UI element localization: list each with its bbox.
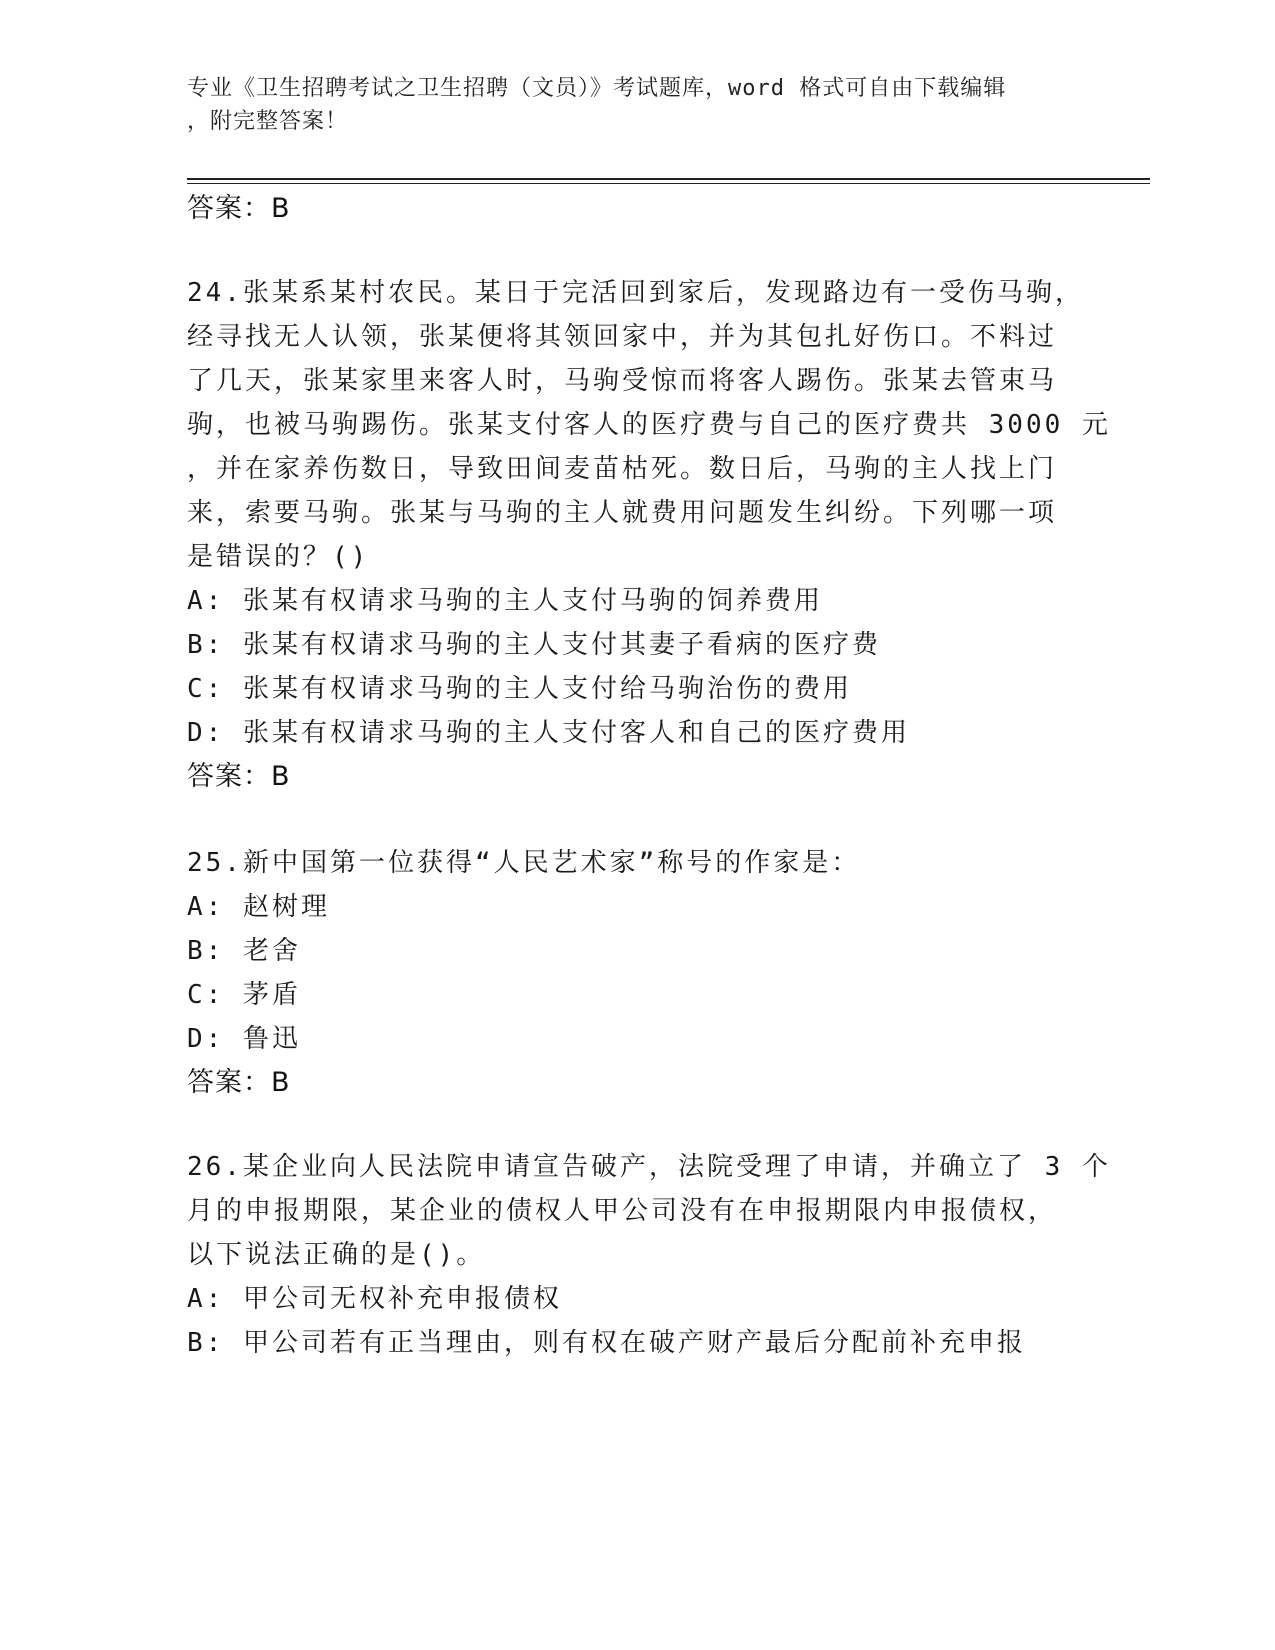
- question-25-text-line: 25.新中国第一位获得“人民艺术家”称号的作家是：: [187, 848, 861, 878]
- question-25-option-d: D: 鲁迅: [187, 1024, 301, 1054]
- question-26-option-b: B: 甲公司若有正当理由，则有权在破产财产最后分配前补充申报: [187, 1328, 1026, 1358]
- question-25-answer: 答案：B: [187, 1067, 291, 1098]
- question-24-text-line: 24.张某系某村农民。某日于完活回到家后，发现路边有一受伤马驹，: [187, 278, 1084, 308]
- question-24-text-line: 是错误的？(): [187, 542, 370, 572]
- question-24-option-c: C: 张某有权请求马驹的主人支付给马驹治伤的费用: [187, 674, 852, 704]
- header-line-2: ，附完整答案！: [187, 109, 349, 134]
- page-header: [187, 72, 1087, 138]
- question-24-answer: 答案：B: [187, 761, 291, 792]
- question-24-text-line: 驹，也被马驹踢伤。张某支付客人的医疗费与自己的医疗费共 3000 元: [187, 410, 1111, 440]
- question-26-option-a: A: 甲公司无权补充申报债权: [187, 1284, 562, 1314]
- header-divider-thin: [187, 183, 1150, 184]
- question-25-option-a: A: 赵树理: [187, 892, 330, 922]
- question-25-option-c: C: 茅盾: [187, 980, 301, 1010]
- question-26-text-line: 月的申报期限，某企业的债权人甲公司没有在申报期限内申报债权，: [187, 1196, 1058, 1226]
- question-24-option-b: B: 张某有权请求马驹的主人支付其妻子看病的医疗费: [187, 630, 881, 660]
- question-25-option-b: B: 老舍: [187, 936, 301, 966]
- question-24-text-line: 经寻找无人认领，张某便将其领回家中，并为其包扎好伤口。不料过: [187, 322, 1058, 352]
- answer-previous: 答案：B: [187, 193, 291, 224]
- question-24-option-a: A: 张某有权请求马驹的主人支付马驹的饲养费用: [187, 586, 823, 616]
- question-24-text-line: ，并在家养伤数日，导致田间麦苗枯死。数日后，马驹的主人找上门: [187, 454, 1058, 484]
- question-26-text-line: 以下说法正确的是()。: [187, 1240, 486, 1270]
- header-line-1: 专业《卫生招聘考试之卫生招聘（文员）》考试题库，word 格式可自由下载编辑: [187, 76, 1007, 101]
- question-24-text-line: 来，索要马驹。张某与马驹的主人就费用问题发生纠纷。下列哪一项: [187, 498, 1058, 528]
- header-divider: [187, 178, 1150, 180]
- question-26-text-line: 26.某企业向人民法院申请宣告破产，法院受理了申请，并确立了 3 个: [187, 1152, 1111, 1182]
- question-24-text-line: 了几天，张某家里来客人时，马驹受惊而将客人踢伤。张某去管束马: [187, 366, 1058, 396]
- question-24-option-d: D: 张某有权请求马驹的主人支付客人和自己的医疗费用: [187, 718, 910, 748]
